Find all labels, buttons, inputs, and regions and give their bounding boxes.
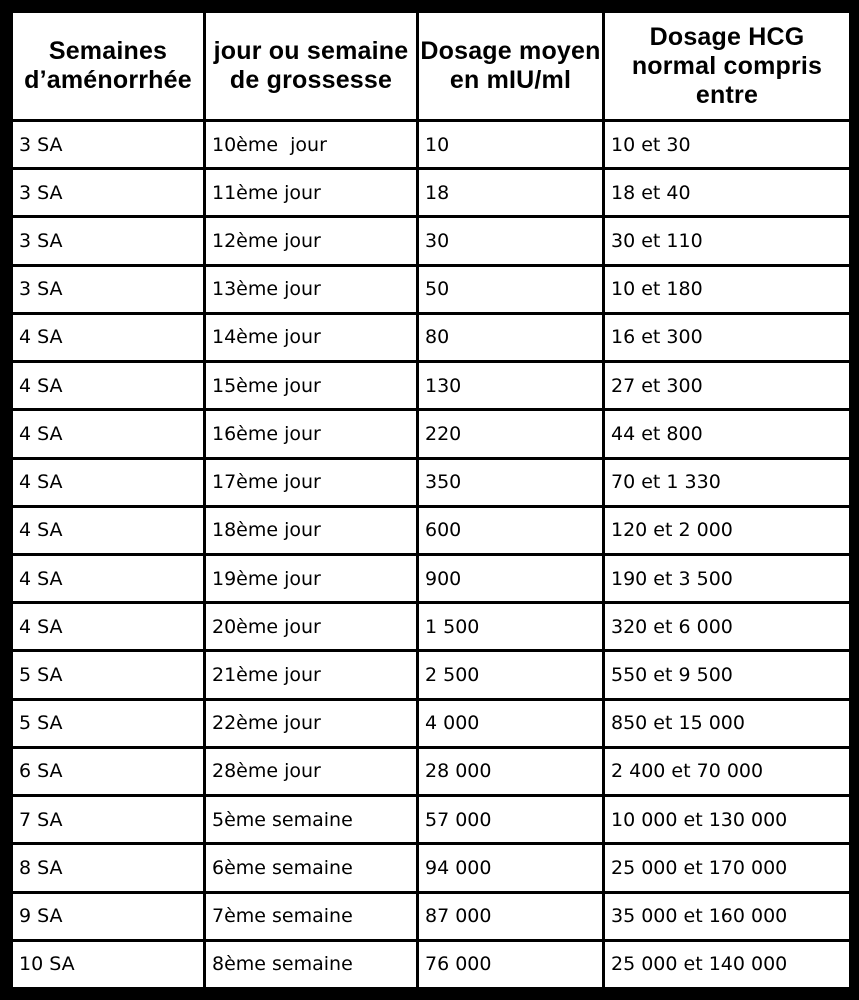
cell-normal-range: 10 et 180	[605, 267, 849, 312]
cell-average-dosage: 28 000	[419, 749, 602, 794]
cell-normal-range: 30 et 110	[605, 218, 849, 263]
cell-average-dosage: 30	[419, 218, 602, 263]
cell-weeks-amenorrhea: 4 SA	[13, 460, 203, 505]
table-header-row	[13, 13, 849, 119]
cell-normal-range: 18 et 40	[605, 170, 849, 215]
cell-weeks-amenorrhea: 4 SA	[13, 411, 203, 456]
header-weeks-amenorrhea: Semaines d’aménorrhée	[13, 13, 203, 119]
cell-weeks-amenorrhea: 8 SA	[13, 845, 203, 890]
cell-normal-range: 10 et 30	[605, 122, 849, 167]
cell-average-dosage: 350	[419, 460, 602, 505]
cell-normal-range: 27 et 300	[605, 363, 849, 408]
cell-day-or-week: 7ème semaine	[206, 894, 416, 939]
table-row	[13, 894, 849, 939]
cell-average-dosage: 10	[419, 122, 602, 167]
cell-day-or-week: 18ème jour	[206, 508, 416, 553]
cell-normal-range: 2 400 et 70 000	[605, 749, 849, 794]
header-normal-range: Dosage HCG normal compris entre	[605, 13, 849, 119]
cell-day-or-week: 5ème semaine	[206, 797, 416, 842]
cell-day-or-week: 19ème jour	[206, 556, 416, 601]
cell-weeks-amenorrhea: 4 SA	[13, 556, 203, 601]
cell-weeks-amenorrhea: 6 SA	[13, 749, 203, 794]
table-row	[13, 460, 849, 505]
cell-normal-range: 25 000 et 140 000	[605, 942, 849, 987]
cell-day-or-week: 17ème jour	[206, 460, 416, 505]
cell-average-dosage: 87 000	[419, 894, 602, 939]
cell-average-dosage: 76 000	[419, 942, 602, 987]
cell-weeks-amenorrhea: 3 SA	[13, 267, 203, 312]
cell-weeks-amenorrhea: 4 SA	[13, 604, 203, 649]
cell-weeks-amenorrhea: 10 SA	[13, 942, 203, 987]
table-row	[13, 652, 849, 697]
cell-day-or-week: 22ème jour	[206, 701, 416, 746]
table-row	[13, 556, 849, 601]
cell-weeks-amenorrhea: 3 SA	[13, 218, 203, 263]
cell-weeks-amenorrhea: 4 SA	[13, 363, 203, 408]
cell-day-or-week: 28ème jour	[206, 749, 416, 794]
cell-weeks-amenorrhea: 9 SA	[13, 894, 203, 939]
cell-normal-range: 35 000 et 160 000	[605, 894, 849, 939]
cell-normal-range: 190 et 3 500	[605, 556, 849, 601]
cell-day-or-week: 12ème jour	[206, 218, 416, 263]
cell-day-or-week: 6ème semaine	[206, 845, 416, 890]
table-row	[13, 315, 849, 360]
cell-day-or-week: 20ème jour	[206, 604, 416, 649]
hcg-dosage-table	[10, 10, 852, 990]
table-row	[13, 508, 849, 553]
header-average-dosage: Dosage moyen en mIU/ml	[419, 13, 602, 119]
cell-average-dosage: 80	[419, 315, 602, 360]
table-row	[13, 411, 849, 456]
cell-average-dosage: 94 000	[419, 845, 602, 890]
cell-weeks-amenorrhea: 7 SA	[13, 797, 203, 842]
cell-average-dosage: 130	[419, 363, 602, 408]
cell-normal-range: 550 et 9 500	[605, 652, 849, 697]
header-day-or-week-pregnancy: jour ou semaine de grossesse	[206, 13, 416, 119]
table-row	[13, 749, 849, 794]
cell-normal-range: 44 et 800	[605, 411, 849, 456]
table-row	[13, 170, 849, 215]
table-row	[13, 218, 849, 263]
cell-weeks-amenorrhea: 4 SA	[13, 315, 203, 360]
cell-normal-range: 850 et 15 000	[605, 701, 849, 746]
cell-normal-range: 70 et 1 330	[605, 460, 849, 505]
cell-normal-range: 120 et 2 000	[605, 508, 849, 553]
cell-weeks-amenorrhea: 3 SA	[13, 170, 203, 215]
table-frame	[10, 10, 849, 990]
cell-day-or-week: 10ème jour	[206, 122, 416, 167]
cell-day-or-week: 15ème jour	[206, 363, 416, 408]
cell-average-dosage: 50	[419, 267, 602, 312]
table-row	[13, 701, 849, 746]
cell-average-dosage: 1 500	[419, 604, 602, 649]
cell-normal-range: 25 000 et 170 000	[605, 845, 849, 890]
cell-average-dosage: 18	[419, 170, 602, 215]
cell-day-or-week: 16ème jour	[206, 411, 416, 456]
cell-day-or-week: 8ème semaine	[206, 942, 416, 987]
cell-weeks-amenorrhea: 4 SA	[13, 508, 203, 553]
table-body	[13, 122, 849, 987]
table-row	[13, 942, 849, 987]
cell-normal-range: 320 et 6 000	[605, 604, 849, 649]
table-row	[13, 122, 849, 167]
cell-normal-range: 10 000 et 130 000	[605, 797, 849, 842]
cell-average-dosage: 600	[419, 508, 602, 553]
cell-day-or-week: 11ème jour	[206, 170, 416, 215]
cell-average-dosage: 4 000	[419, 701, 602, 746]
cell-weeks-amenorrhea: 5 SA	[13, 652, 203, 697]
table-row	[13, 267, 849, 312]
table-row	[13, 845, 849, 890]
cell-average-dosage: 2 500	[419, 652, 602, 697]
cell-day-or-week: 14ème jour	[206, 315, 416, 360]
cell-average-dosage: 900	[419, 556, 602, 601]
cell-average-dosage: 220	[419, 411, 602, 456]
cell-day-or-week: 21ème jour	[206, 652, 416, 697]
cell-average-dosage: 57 000	[419, 797, 602, 842]
cell-day-or-week: 13ème jour	[206, 267, 416, 312]
cell-normal-range: 16 et 300	[605, 315, 849, 360]
cell-weeks-amenorrhea: 5 SA	[13, 701, 203, 746]
cell-weeks-amenorrhea: 3 SA	[13, 122, 203, 167]
table-row	[13, 604, 849, 649]
table-row	[13, 797, 849, 842]
table-row	[13, 363, 849, 408]
